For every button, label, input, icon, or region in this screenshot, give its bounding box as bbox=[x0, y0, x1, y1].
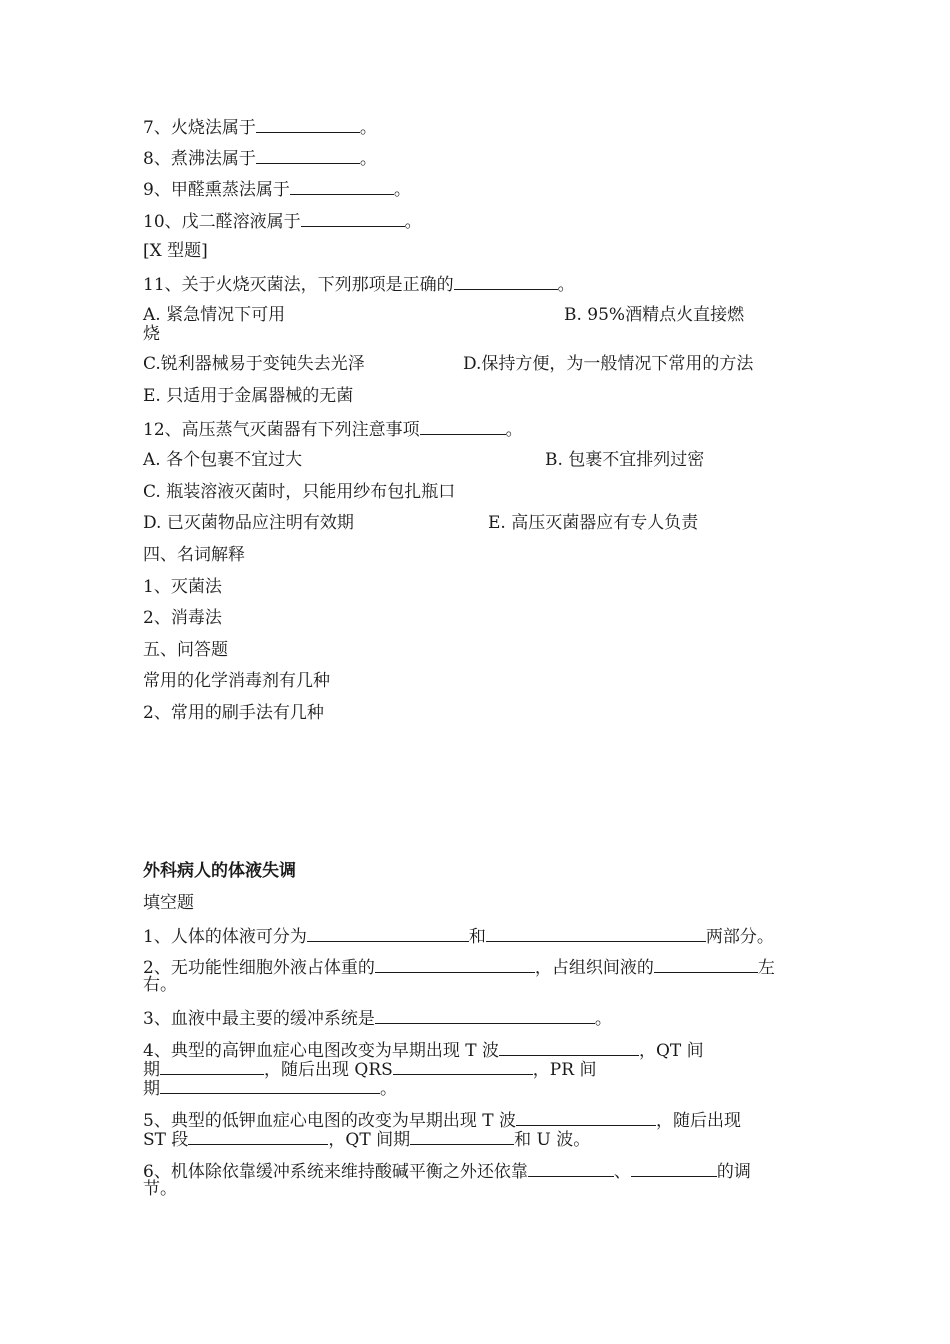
answer-blank[interactable] bbox=[256, 147, 360, 164]
fill-4-qt: ，QT 间 bbox=[638, 1041, 704, 1061]
fill-4-qrs: ，随后出现 QRS bbox=[264, 1060, 393, 1080]
question-8 bbox=[143, 147, 823, 169]
fill-6-end: 的调 bbox=[716, 1162, 751, 1182]
fill-5-line-2 bbox=[143, 1128, 823, 1150]
question-8-end: 。 bbox=[359, 149, 377, 169]
fill-1 bbox=[143, 925, 823, 947]
question-12 bbox=[143, 418, 823, 440]
section-subtitle: 填空题 bbox=[143, 893, 194, 913]
fill-3-end: 。 bbox=[594, 1009, 612, 1029]
term-1: 1、灭菌法 bbox=[143, 577, 222, 597]
term-2: 2、消毒法 bbox=[143, 608, 222, 628]
fill-4-end: 。 bbox=[380, 1079, 397, 1099]
answer-blank[interactable] bbox=[654, 956, 758, 973]
fill-2-mid: ，占组织间液的 bbox=[534, 958, 654, 978]
option-c: C.锐利器械易于变钝失去光泽 bbox=[143, 354, 365, 374]
answer-blank[interactable] bbox=[160, 1077, 380, 1094]
qa-1: 常用的化学消毒剂有几种 bbox=[143, 671, 330, 691]
answer-blank[interactable] bbox=[375, 1007, 595, 1024]
answer-blank[interactable] bbox=[499, 1039, 639, 1056]
fill-1-end: 两部分。 bbox=[705, 927, 774, 947]
question-7-text: 7、火烧法属于 bbox=[143, 118, 256, 138]
fill-6-sep: 、 bbox=[613, 1162, 631, 1182]
fill-5-qt: ，QT 间期 bbox=[328, 1130, 411, 1150]
answer-blank[interactable] bbox=[188, 1128, 328, 1145]
fill-4-line-3 bbox=[143, 1077, 823, 1099]
fill-4-period: 期 bbox=[143, 1060, 160, 1080]
qa-2: 2、常用的刷手法有几种 bbox=[143, 703, 324, 723]
question-12-text: 12、高压蒸气灭菌器有下列注意事项 bbox=[143, 420, 420, 440]
question-12-options-ab bbox=[143, 450, 823, 470]
answer-blank[interactable] bbox=[486, 925, 706, 942]
question-9 bbox=[143, 178, 823, 200]
option-b-wrap: 烧 bbox=[143, 324, 160, 344]
question-8-text: 8、煮沸法属于 bbox=[143, 149, 256, 169]
question-12-end: 。 bbox=[505, 420, 523, 440]
answer-blank[interactable] bbox=[256, 116, 360, 133]
fill-4-text: 4、典型的高钾血症心电图改变为早期出现 T 波 bbox=[143, 1041, 499, 1061]
section-5-heading: 五、问答题 bbox=[143, 640, 228, 660]
answer-blank[interactable] bbox=[410, 1128, 514, 1145]
answer-blank[interactable] bbox=[375, 956, 535, 973]
question-12-options-de bbox=[143, 513, 823, 533]
fill-3-text: 3、血液中最主要的缓冲系统是 bbox=[143, 1009, 375, 1029]
option-a: A. 紧急情况下可用 bbox=[143, 305, 286, 325]
question-10-text: 10、戊二醛溶液属于 bbox=[143, 212, 301, 232]
fill-6-wrap: 节。 bbox=[143, 1179, 177, 1199]
fill-4-pr: ，PR 间 bbox=[532, 1060, 597, 1080]
section-4-heading: 四、名词解释 bbox=[143, 545, 245, 565]
option-d: D. 已灭菌物品应注明有效期 bbox=[143, 513, 354, 533]
option-a: A. 各个包裹不宜过大 bbox=[143, 450, 303, 470]
x-type-heading: [X 型题] bbox=[143, 241, 208, 261]
fill-1-and: 和 bbox=[468, 927, 486, 947]
fill-1-text: 1、人体的体液可分为 bbox=[143, 927, 307, 947]
option-b: B. 95%酒精点火直接燃 bbox=[564, 305, 745, 325]
question-9-text: 9、甲醛熏蒸法属于 bbox=[143, 180, 290, 200]
fill-5-u: 和 U 波。 bbox=[514, 1130, 591, 1150]
option-d: D.保持方便，为一般情况下常用的方法 bbox=[463, 354, 754, 374]
question-10 bbox=[143, 210, 823, 232]
question-11-options-ab bbox=[143, 305, 823, 325]
option-c: C. 瓶装溶液灭菌时，只能用纱布包扎瓶口 bbox=[143, 482, 456, 502]
fill-5-text: 5、典型的低钾血症心电图的改变为早期出现 T 波 bbox=[143, 1111, 516, 1131]
question-7-end: 。 bbox=[359, 118, 377, 138]
question-11 bbox=[143, 273, 823, 295]
option-e: E. 只适用于金属器械的无菌 bbox=[143, 386, 354, 406]
fill-5-st: ST 段 bbox=[143, 1130, 189, 1150]
question-11-options-cd bbox=[143, 354, 823, 374]
answer-blank[interactable] bbox=[160, 1058, 264, 1075]
answer-blank[interactable] bbox=[420, 418, 506, 435]
fill-2-wrap: 右。 bbox=[143, 975, 177, 995]
fill-6-text: 6、机体除依靠缓冲系统来维持酸碱平衡之外还依靠 bbox=[143, 1162, 528, 1182]
answer-blank[interactable] bbox=[393, 1058, 533, 1075]
answer-blank[interactable] bbox=[290, 178, 394, 195]
answer-blank[interactable] bbox=[307, 925, 469, 942]
section-title: 外科病人的体液失调 bbox=[143, 861, 296, 881]
question-9-end: 。 bbox=[393, 180, 411, 200]
option-e: E. 高压灭菌器应有专人负责 bbox=[488, 513, 699, 533]
question-11-end: 。 bbox=[557, 275, 575, 295]
fill-2-text: 2、无功能性细胞外液占体重的 bbox=[143, 958, 375, 978]
answer-blank[interactable] bbox=[528, 1160, 614, 1177]
question-11-text: 11、关于火烧灭菌法，下列那项是正确的 bbox=[143, 275, 454, 295]
question-7 bbox=[143, 116, 823, 138]
fill-5-then: ，随后出现 bbox=[655, 1111, 741, 1131]
answer-blank[interactable] bbox=[516, 1109, 656, 1126]
fill-3 bbox=[143, 1007, 823, 1029]
answer-blank[interactable] bbox=[631, 1160, 717, 1177]
fill-2-end: 左 bbox=[757, 958, 775, 978]
fill-4-period-2: 期 bbox=[143, 1079, 160, 1099]
option-b: B. 包裹不宜排列过密 bbox=[545, 450, 705, 470]
answer-blank[interactable] bbox=[301, 210, 405, 227]
question-10-end: 。 bbox=[404, 212, 422, 232]
answer-blank[interactable] bbox=[454, 273, 558, 290]
